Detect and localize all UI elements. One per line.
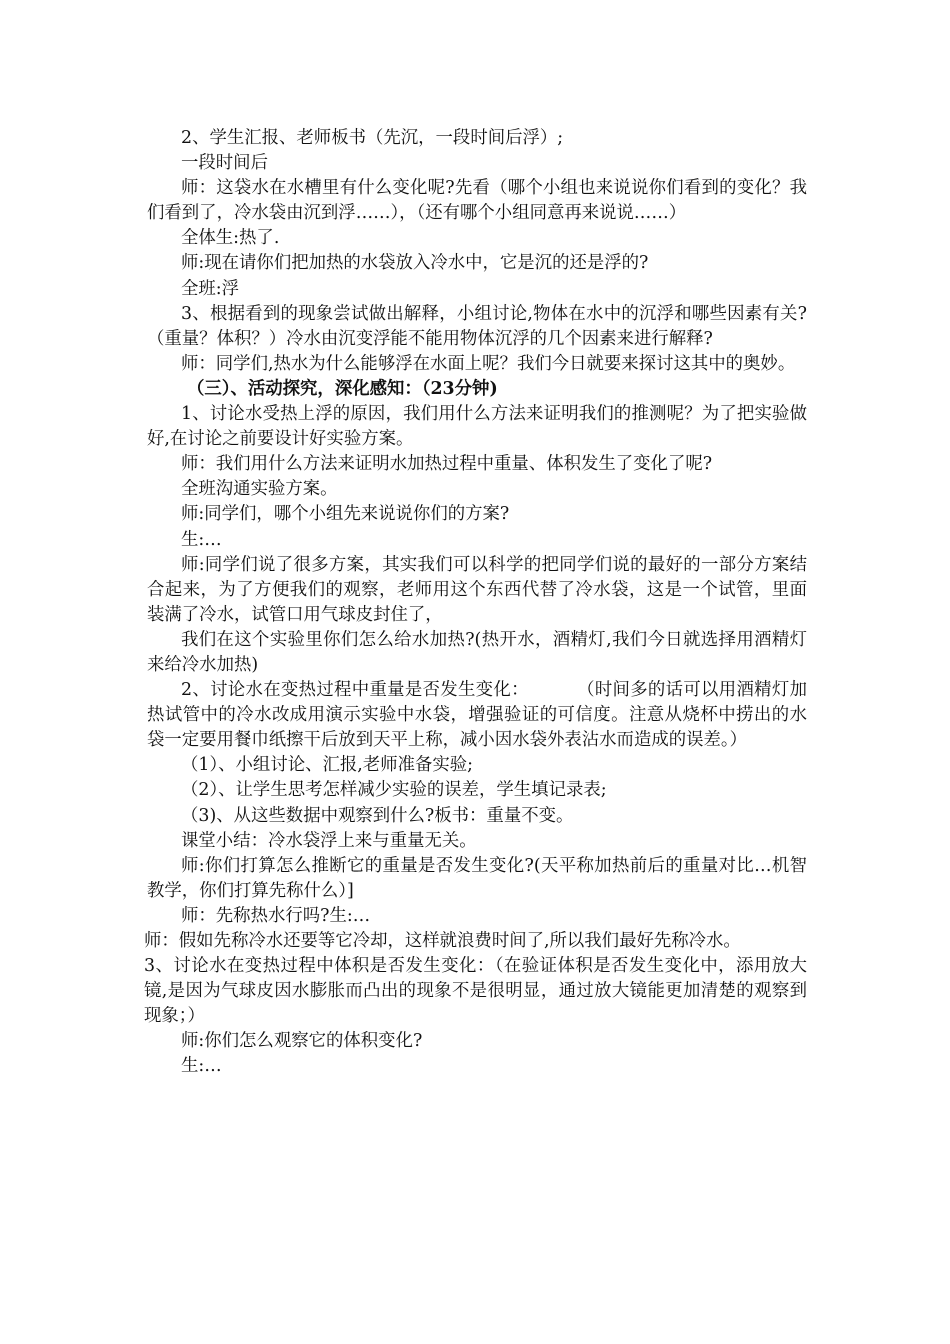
paragraph-discuss-cause: 1、讨论水受热上浮的原因，我们用什么方法来证明我们的推测呢？为了把实验做好,在讨论之前要设计好实验方案。 xyxy=(147,404,807,450)
paragraph-report: 2、学生汇报、老师板书（先沉，一段时间后浮）; xyxy=(181,128,564,148)
paragraph-teacher-cold-first: 师：假如先称冷水还要等它冷却，这样就浪费时间了,所以我们最好先称冷水。 xyxy=(144,931,741,951)
list-item-step-1: （1）、小组讨论、汇报,老师准备实验; xyxy=(181,755,474,776)
paragraph-student-reply-2: 生:… xyxy=(181,1056,222,1077)
paragraph-teacher-which-group: 师:同学们，哪个小组先来说说你们的方案? xyxy=(181,504,510,525)
list-item-step-3: （3)、从这些数据中观察到什么?板书：重量不变。 xyxy=(181,805,574,826)
weight-discussion-note: （时间多的话可以用酒精灯加热试管中的冷水改成用演示实验中水袋，增强验证的可信度。注意从烧杯中捞出的水袋一定要用餐巾纸擦干后放到天平上称，减小因水袋外表沾水而造成的误差。） xyxy=(147,680,807,751)
paragraph-teacher-hot-first: 师：先称热水行吗?生:… xyxy=(181,905,371,926)
paragraph-teacher-judge-weight: 师:你们打算怎么推断它的重量是否发生变化?(天平称加热前后的重量对比…机智教学，你们打算先称什么）] xyxy=(147,855,807,901)
paragraph-class-summary: 课堂小结：冷水袋浮上来与重量无关。 xyxy=(181,830,477,851)
paragraph-teacher-test-tube: 师:同学们说了很多方案，其实我们可以科学的把同学们说的最好的一部分方案结合起来，为了方便我们的观察，老师用这个东西代替了冷水袋，这是一个试管，里面装满了冷水，试管口用气球皮封住了， xyxy=(147,554,807,625)
paragraph-class-float: 全班:浮 xyxy=(181,278,240,299)
paragraph-class-plan: 全班沟通实验方案。 xyxy=(181,479,338,500)
paragraph-all-students-hot: 全体生:热了. xyxy=(181,228,280,249)
paragraph-heating-method: 我们在这个实验里你们怎么给水加热?(热开水，酒精灯,我们今日就选择用酒精灯来给冷水加热) xyxy=(147,629,807,675)
paragraph-teacher-change: 师：这袋水在水槽里有什么变化呢?先看（哪个小组也来说说你们看到的变化？我们看到了，冷水袋由沉到浮……），（还有哪个小组同意再来说说……） xyxy=(147,178,807,224)
paragraph-teacher-put-bag: 师:现在请你们把加热的水袋放入冷水中，它是沉的还是浮的? xyxy=(181,253,649,274)
paragraph-teacher-why-float: 师：同学们,热水为什么能够浮在水面上呢？我们今日就要来探讨这其中的奥妙。 xyxy=(181,353,796,374)
paragraph-after-time: 一段时间后 xyxy=(181,153,268,174)
paragraph-explain: 3、根据看到的现象尝试做出解释，小组讨论,物体在水中的沉浮和哪些因素有关?（重量？体积？）冷水由沉变浮能不能用物体沉浮的几个因素来进行解释? xyxy=(147,303,807,349)
paragraph-weight-discussion xyxy=(147,678,807,753)
list-item-step-2: （2）、让学生思考怎样减少实验的误差，学生填记录表; xyxy=(181,780,607,801)
paragraph-teacher-method: 师：我们用什么方法来证明水加热过程中重量、体积发生了变化了呢? xyxy=(181,454,713,475)
paragraph-student-reply-1: 生:… xyxy=(181,529,222,550)
paragraph-teacher-observe-volume: 师:你们怎么观察它的体积变化? xyxy=(181,1031,423,1052)
paragraph-volume-discussion: 3、讨论水在变热过程中体积是否发生变化：（在验证体积是否发生变化中，添用放大镜,是因为气球皮因水膨胀而凸出的现象不是很明显，通过放大镜能更加清楚的观察到现象；） xyxy=(144,956,807,1027)
section-heading-activity: （三）、活动探究，深化感知：（23分钟) xyxy=(187,378,498,399)
document-body xyxy=(144,126,807,1080)
weight-discussion-title: 2、讨论水在变热过程中重量是否发生变化： xyxy=(181,680,529,701)
